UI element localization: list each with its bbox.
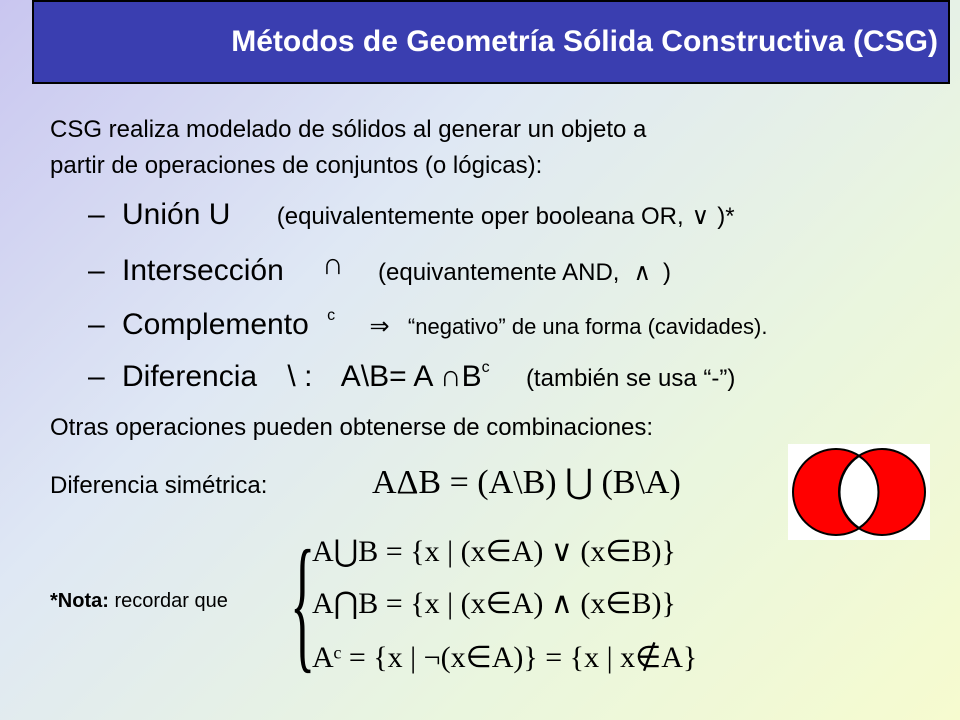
symmetric-difference-label: Diferencia simétrica: [50, 472, 268, 499]
bullet-union-tail: )* [717, 203, 735, 230]
note-text [50, 590, 228, 613]
bullet-difference-name: Diferencia [122, 360, 258, 393]
bullet-complement [88, 308, 767, 342]
bullet-dash: – [88, 360, 105, 393]
difference-formula: A\B= A ∩B [340, 360, 482, 393]
venn-diagram [788, 444, 930, 540]
intro-line-2: partir de operaciones de conjuntos (o lógicas): [50, 152, 543, 179]
intersection-symbol: ∩ [322, 248, 344, 281]
note-rest: recordar que [108, 590, 228, 612]
note-bold: *Nota: [50, 590, 109, 612]
difference-superscript: c [481, 359, 490, 376]
bullet-complement-name: Complemento [122, 308, 309, 341]
bullet-union [88, 198, 735, 232]
bullet-union-desc: (equivalentemente oper booleana OR, [276, 203, 684, 230]
system-brace: { [290, 520, 316, 686]
difference-operator: \ : [287, 360, 313, 393]
bullet-intersection [88, 248, 672, 288]
note-equation-complement: Aᶜ = {x | ¬(x∈A)} = {x | x∉A} [312, 641, 698, 674]
intro-text [50, 112, 646, 184]
bullet-difference [88, 360, 735, 394]
implies-arrow: ⇒ [369, 313, 390, 340]
bullet-intersection-desc: (equivantemente AND, [378, 259, 620, 286]
other-operations-text: Otras operaciones pueden obtenerse de combinaciones: [50, 414, 654, 441]
bullet-intersection-name: Intersección [122, 254, 284, 287]
and-symbol: ∧ [633, 259, 652, 286]
bullet-difference-desc: (también se usa “-”) [525, 365, 736, 392]
title-bar [32, 0, 950, 84]
note-equation-intersection: A⋂B = {x | (x∈A) ∧ (x∈B)} [312, 587, 676, 620]
symmetric-difference-formula: AΔB = (A\B) ⋃ (B\A) [372, 464, 681, 501]
bullet-dash: – [88, 254, 105, 287]
bullet-intersection-tail: ) [663, 259, 672, 286]
bullet-union-name: Unión U [122, 198, 231, 231]
bullet-dash: – [88, 198, 105, 231]
venn-diagram-svg [788, 444, 930, 540]
slide-title: Métodos de Geometría Sólida Constructiva (CSG) [231, 25, 938, 58]
note-equation-union: A⋃B = {x | (x∈A) ∨ (x∈B)} [312, 535, 676, 568]
complement-superscript: c [327, 307, 336, 324]
bullet-complement-desc: “negativo” de una forma (cavidades). [407, 314, 768, 339]
intro-line-1: CSG realiza modelado de sólidos al generar un objeto a [50, 116, 647, 143]
or-symbol: ∨ [691, 203, 710, 230]
bullet-dash: – [88, 308, 105, 341]
